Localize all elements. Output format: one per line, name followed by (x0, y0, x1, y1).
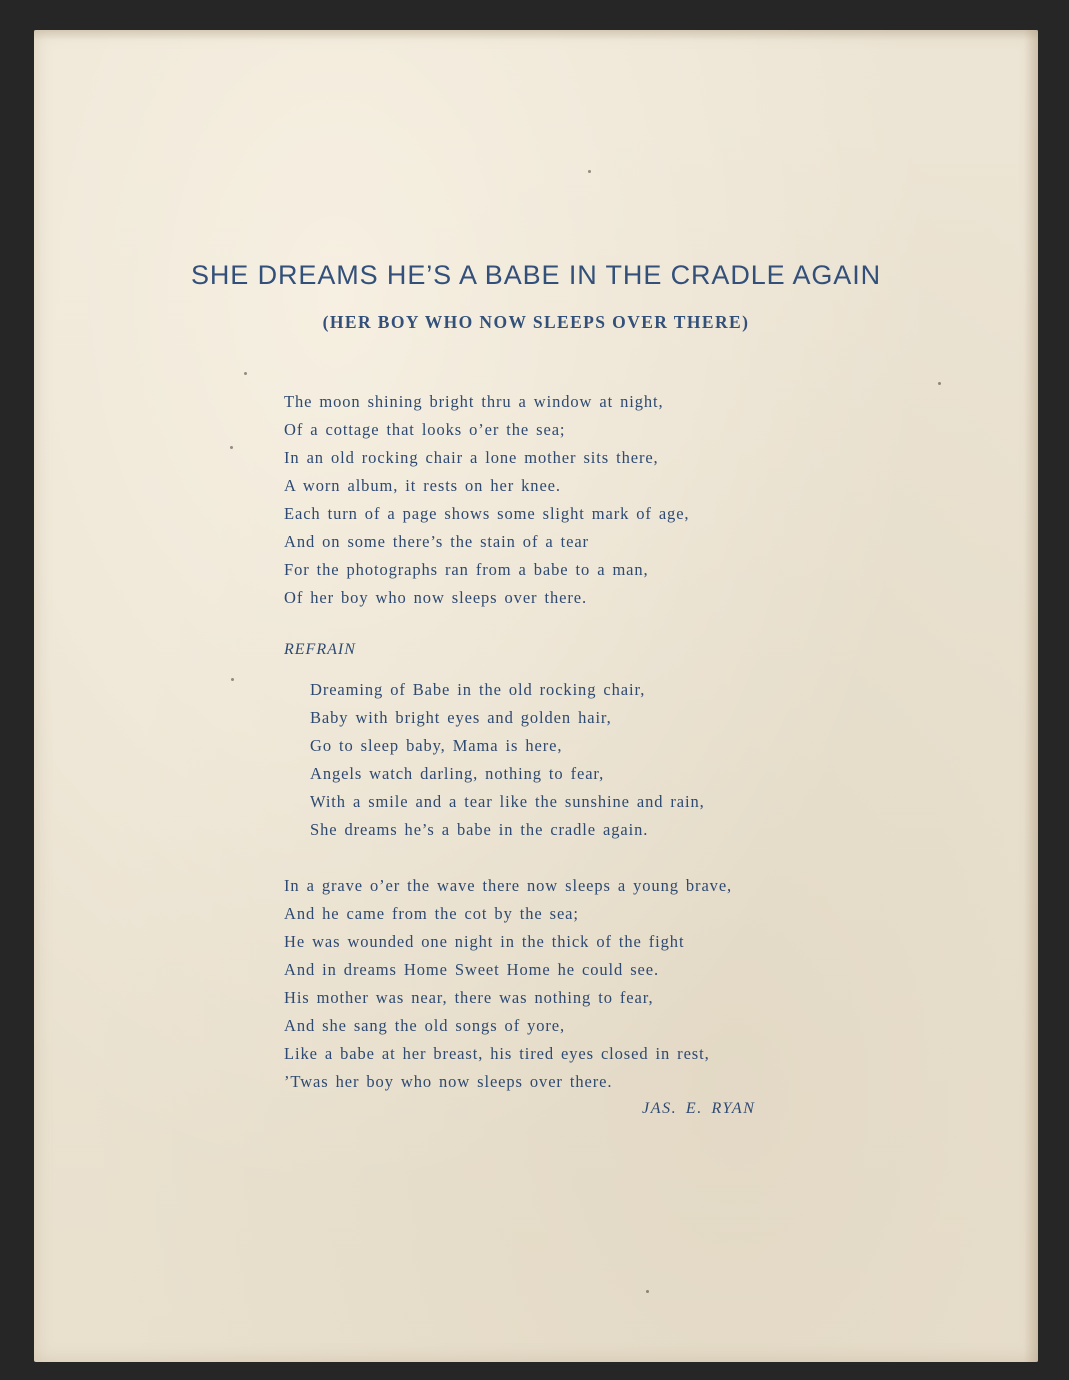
refrain-line: Baby with bright eyes and golden hair, (310, 708, 612, 727)
verse-line: The moon shining bright thru a window at night, (284, 392, 664, 411)
verse-line: And he came from the cot by the sea; (284, 904, 579, 923)
refrain-heading: REFRAIN (284, 641, 356, 658)
verse-line: For the photographs ran from a babe to a man, (284, 560, 649, 579)
paper-speck (646, 1290, 649, 1293)
author-signature: JAS. E. RYAN (642, 1100, 756, 1117)
paper-speck (230, 446, 233, 449)
refrain (310, 676, 705, 844)
refrain-line: With a smile and a tear like the sunshine and rain, (310, 792, 705, 811)
verse-line: Of her boy who now sleeps over there. (284, 588, 587, 607)
paper-speck (231, 678, 234, 681)
verse-one (284, 388, 689, 612)
verse-line: And she sang the old songs of yore, (284, 1016, 566, 1035)
paper-edge-shading-top (34, 30, 1038, 40)
paper-sheet (34, 30, 1038, 1362)
paper-edge-shading-right (1024, 30, 1038, 1362)
verse-line: And in dreams Home Sweet Home he could see. (284, 960, 659, 979)
verse-line: His mother was near, there was nothing to fear, (284, 988, 654, 1007)
paper-speck (938, 382, 941, 385)
song-subtitle: (HER BOY WHO NOW SLEEPS OVER THERE) (322, 312, 750, 332)
verse-line: Each turn of a page shows some slight mark of age, (284, 504, 690, 523)
refrain-line: She dreams he’s a babe in the cradle again. (310, 820, 649, 839)
paper-speck (244, 372, 247, 375)
paper-speck (588, 170, 591, 173)
verse-line: Like a babe at her breast, his tired eyes closed in rest, (284, 1044, 710, 1063)
verse-line: In an old rocking chair a lone mother sits there, (284, 448, 659, 467)
refrain-line: Angels watch darling, nothing to fear, (310, 764, 605, 783)
song-title: SHE DREAMS HE’S A BABE IN THE CRADLE AGAIN (191, 260, 881, 290)
verse-line: Of a cottage that looks o’er the sea; (284, 420, 566, 439)
verse-line: ’Twas her boy who now sleeps over there. (284, 1072, 613, 1091)
verse-two (284, 872, 732, 1096)
refrain-line: Dreaming of Babe in the old rocking chair, (310, 680, 646, 699)
verse-line: He was wounded one night in the thick of the fight (284, 932, 685, 951)
verse-line: And on some there’s the stain of a tear (284, 532, 589, 551)
refrain-line: Go to sleep baby, Mama is here, (310, 736, 563, 755)
verse-line: In a grave o’er the wave there now sleeps a young brave, (284, 876, 733, 895)
verse-line: A worn album, it rests on her knee. (284, 476, 561, 495)
